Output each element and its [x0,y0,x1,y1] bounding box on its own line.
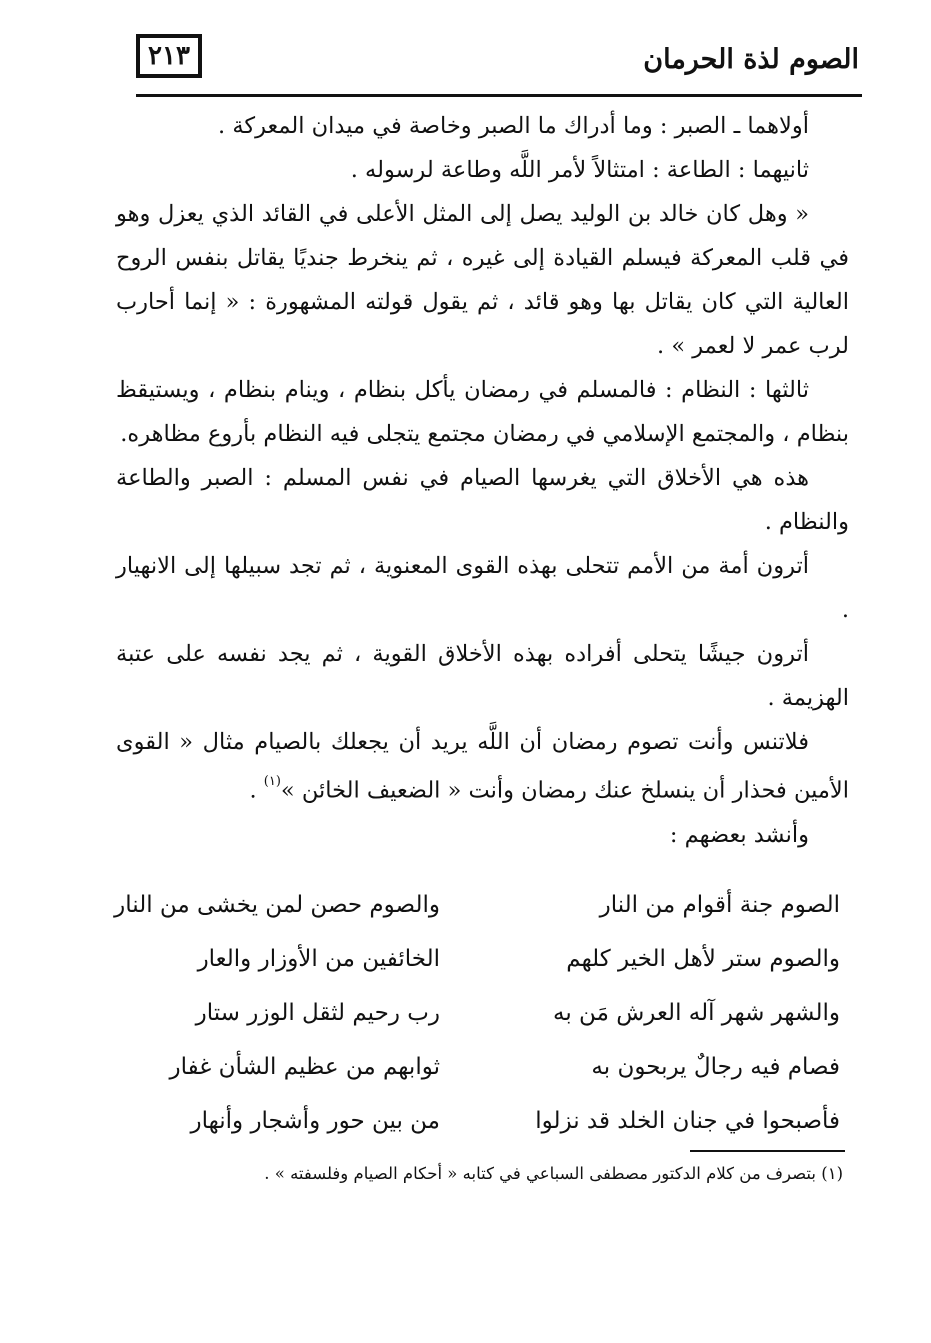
paragraph-with-footnote: فلاتنس وأنت تصوم رمضان أن اللَّه يريد أن يجعلك بالصيام مثال « القوى الأمين فحذار أن ينسلخ عنك رمضان وأنت « الضعيف الخائن »$^{(١)}$ . [116,729,849,804]
paragraph: « وهل كان خالد بن الوليد يصل إلى المثل الأعلى في القائد الذي يعزل وهو في قلب المعركة فيسلم القيادة إلى غيره ، ثم ينخرط جنديًا يقاتل بنفس الروح العالية التي كان يقاتل بها وهو قائد ، ثم يقول قولته المشهورة : « إنما أحارب لرب عمر لا لعمر » . [116,201,849,359]
second-hemistich: من بين حور وأشجار وأنهار [190,1108,440,1134]
paragraph: ثالثها : النظام : فالمسلم في رمضان يأكل بنظام ، وينام بنظام ، ويستيقظ بنظام ، والمجتمع الإسلامي في رمضان مجتمع يتجلى فيه النظام بأروع مظاهره. [116,377,849,447]
footnote-rule [690,1150,845,1152]
second-hemistich: ثوابهم من عظيم الشأن غفار [169,1054,440,1080]
paragraph-text: فلاتنس وأنت تصوم رمضان أن اللَّه يريد أن يجعلك بالصيام مثال « القوى الأمين فحذار أن ينسلخ عنك رمضان وأنت « الضعيف الخائن » [116,729,849,804]
poem-verse [100,932,840,986]
second-hemistich: والصوم حصن لمن يخشى من النار [114,892,440,918]
poem-verse [100,1040,840,1094]
poem-verse [100,878,840,932]
paragraph: أترون أمة من الأمم تتحلى بهذه القوى المعنوية ، ثم تجد سبيلها إلى الانهيار . [116,553,849,623]
first-hemistich: فصام فيه رجالٌ يربحون به [591,1054,840,1080]
body-text [116,104,849,857]
first-hemistich: الصوم جنة أقوام من النار [599,892,840,918]
first-hemistich: فأصبحوا في جنان الخلد قد نزلوا [535,1108,840,1134]
first-hemistich: والشهر شهر آله العرش مَن به [553,1000,840,1026]
second-hemistich: رب رحيم لثقل الوزر ستار [195,1000,440,1026]
footnote: (١) بتصرف من كلام الدكتور مصطفى السباعي في كتابه « أحكام الصيام وفلسفته » . [264,1164,843,1183]
poem-verse [100,1094,840,1148]
paragraph: هذه هي الأخلاق التي يغرسها الصيام في نفس المسلم : الصبر والطاعة والنظام . [116,465,849,535]
paragraph: ثانيهما : الطاعة : امتثالاً لأمر اللَّه وطاعة لرسوله . [350,157,809,183]
paragraph: أترون جيشًا يتحلى أفراده بهذه الأخلاق القوية ، ثم يجد نفسه على عتبة الهزيمة . [116,641,849,711]
header-rule [136,94,862,97]
poem-verse [100,986,840,1040]
second-hemistich: الخائفين من الأوزار والعار [197,946,440,972]
page-number: ٢١٣ [136,34,202,78]
poem [100,878,840,1148]
first-hemistich: والصوم ستر لأهل الخير كلهم [566,946,840,972]
running-header-title: الصوم لذة الحرمان [643,44,859,75]
footnote-reference: (١) [263,774,281,789]
poem-intro: وأنشد بعضهم : [669,821,809,848]
paragraph: أولاهما ـ الصبر : وما أدراك ما الصبر وخاصة في ميدان المعركة . [218,113,809,139]
